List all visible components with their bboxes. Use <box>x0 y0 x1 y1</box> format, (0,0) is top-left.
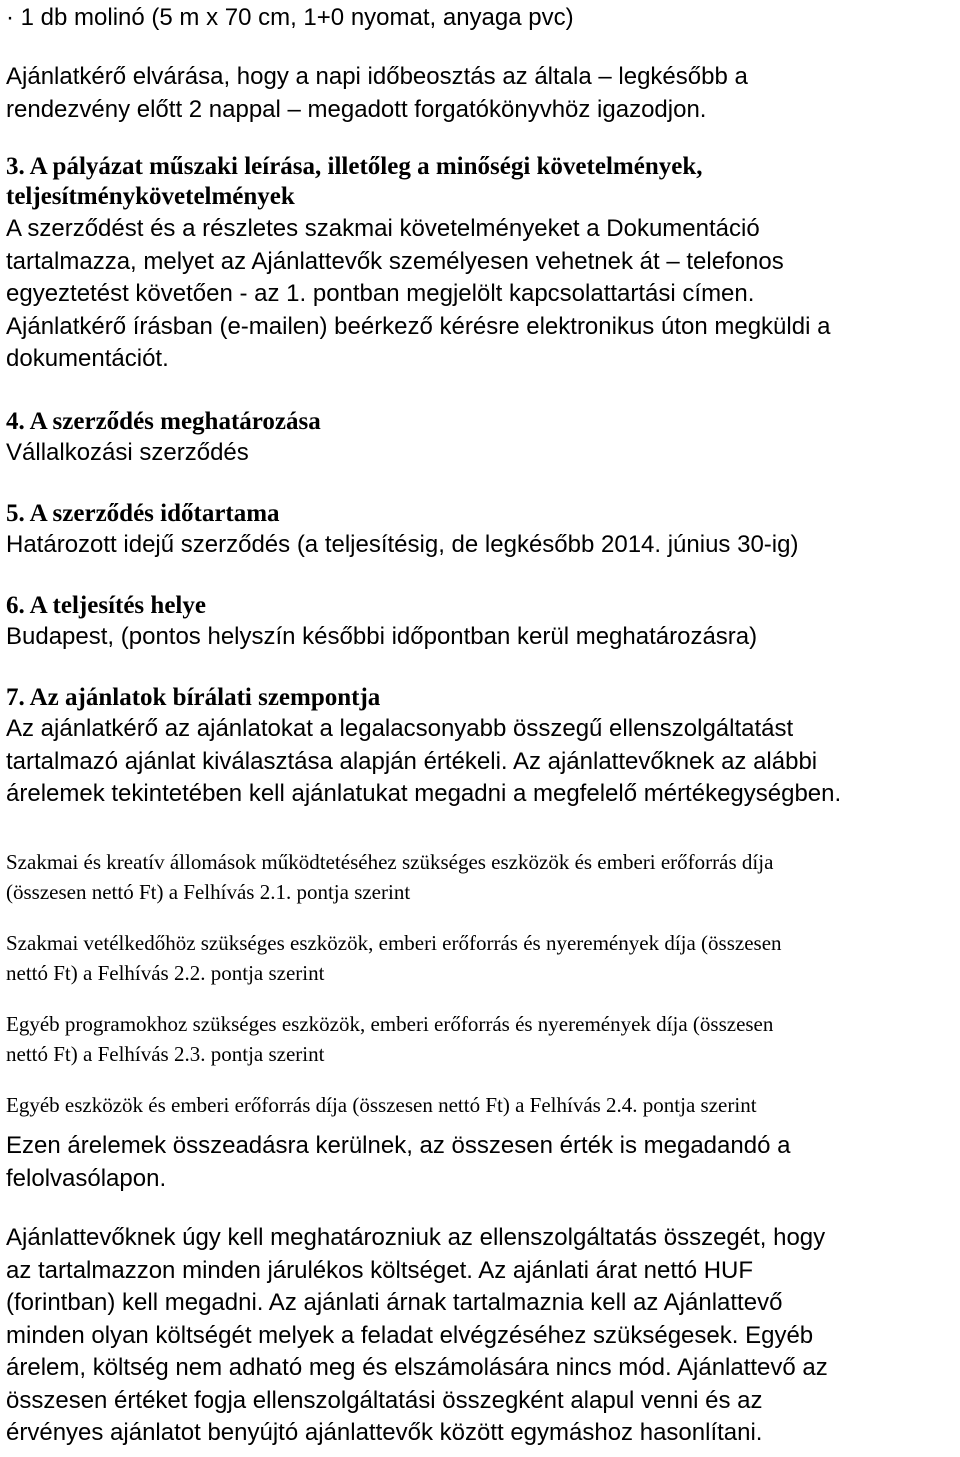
section-5 <box>6 499 960 562</box>
body-line: A szerződést és a részletes szakmai követelményeket a Dokumentáció <box>6 215 760 242</box>
price-element-line: nettó Ft) a Felhívás 2.2. pontja szerint <box>6 961 325 985</box>
body-line: dokumentációt. <box>6 345 169 372</box>
price-element-item <box>6 1009 960 1069</box>
price-element-line: nettó Ft) a Felhívás 2.3. pontja szerint <box>6 1042 325 1066</box>
body-line: árelem, költség nem adható meg és elszámolására nincs mód. Ajánlattevő az <box>6 1354 828 1381</box>
body-line: tartalmazó ajánlat kiválasztása alapján értékeli. Az ajánlattevőknek az alábbi <box>6 747 818 775</box>
body-line: tartalmazza, melyet az Ajánlattevők személyesen vehetnek át – telefonos <box>6 247 784 275</box>
body-line: árelemek tekintetében kell ajánlatukat megadni a megfelelő mértékegységben. <box>6 780 842 807</box>
section-heading-line: 6. A teljesítés helye <box>6 592 206 619</box>
section-4-body <box>6 437 960 470</box>
section-heading-line: teljesítménykövetelmények <box>6 183 295 210</box>
price-element-line: Szakmai vetélkedőhöz szükséges eszközök, emberi erőforrás és nyeremények díja (összesen <box>6 931 782 955</box>
price-element-line: Egyéb eszközök és emberi erőforrás díja (összesen nettó Ft) a Felhívás 2.4. pontja szerint <box>6 1093 757 1117</box>
price-element-item <box>6 1090 960 1120</box>
section-4-heading <box>6 407 960 437</box>
body-line: egyeztetést követően - az 1. pontban megjelölt kapcsolattartási címen. <box>6 280 755 307</box>
section-5-body <box>6 529 960 562</box>
price-element-line: (összesen nettó Ft) a Felhívás 2.1. pontja szerint <box>6 880 411 904</box>
expectation-line: rendezvény előtt 2 nappal – megadott forgatókönyvhöz igazodjon. <box>6 95 707 123</box>
price-element-item <box>6 847 960 907</box>
body-line: Határozott idejű szerződés (a teljesítésig, de legkésőbb 2014. június 30-ig) <box>6 531 799 558</box>
section-heading-line: 3. A pályázat műszaki leírása, illetőleg a minőségi követelmények, <box>6 153 703 180</box>
bullet-line <box>6 2 960 35</box>
section-3-heading <box>6 152 960 212</box>
body-line: (forintban) kell megadni. Az ajánlati árnak tartalmaznia kell az Ajánlattevő <box>6 1289 783 1316</box>
section-heading-line: 4. A szerződés meghatározása <box>6 408 321 435</box>
body-line: minden olyan költségét melyek a feladat elvégzéséhez szükségesek. Egyéb <box>6 1321 814 1349</box>
summation-paragraph <box>6 1130 960 1195</box>
expectation-line: Ajánlatkérő elvárása, hogy a napi időbeosztás az általa – legkésőbb a <box>6 63 748 90</box>
body-line: Ezen árelemek összeadásra kerülnek, az összesen érték is megadandó a <box>6 1132 791 1159</box>
section-6-body <box>6 621 960 654</box>
final-paragraph <box>6 1222 960 1450</box>
section-5-heading <box>6 499 960 529</box>
expectation-paragraph <box>6 61 960 126</box>
section-7 <box>6 683 960 811</box>
section-7-body <box>6 713 960 811</box>
section-4 <box>6 407 960 470</box>
body-line: Ajánlatkérő írásban (e-mailen) beérkező kérésre elektronikus úton megküldi a <box>6 312 831 340</box>
section-6-heading <box>6 591 960 621</box>
price-element-line: Szakmai és kreatív állomások működtetéséhez szükséges eszközök és emberi erőforrás díja <box>6 850 774 874</box>
body-line: Vállalkozási szerződés <box>6 439 249 466</box>
section-3-body <box>6 213 960 376</box>
body-line: Budapest, (pontos helyszín későbbi időpontban kerül meghatározásra) <box>6 623 758 650</box>
section-heading-line: 7. Az ajánlatok bírálati szempontja <box>6 684 381 711</box>
section-7-heading <box>6 683 960 713</box>
section-heading-line: 5. A szerződés időtartama <box>6 500 280 527</box>
body-line: az tartalmazzon minden járulékos költséget. Az ajánlati árat nettó HUF <box>6 1256 754 1284</box>
bullet-line-text: · 1 db molinó (5 m x 70 cm, 1+0 nyomat, anyaga pvc) <box>6 4 574 31</box>
body-line: Az ajánlatkérő az ajánlatokat a legalacsonyabb összegű ellenszolgáltatást <box>6 715 794 742</box>
price-element-line: Egyéb programokhoz szükséges eszközök, emberi erőforrás és nyeremények díja (összesen <box>6 1012 774 1036</box>
body-line: összesen értéket fogja ellenszolgáltatási összegként alapul venni és az <box>6 1386 763 1414</box>
section-6 <box>6 591 960 654</box>
price-element-item <box>6 928 960 988</box>
body-line: Ajánlattevőknek úgy kell meghatározniuk az ellenszolgáltatás összegét, hogy <box>6 1224 826 1251</box>
body-line: felolvasólapon. <box>6 1164 167 1192</box>
body-line: érvényes ajánlatot benyújtó ajánlattevők között egymáshoz hasonlítani. <box>6 1419 763 1446</box>
section-3 <box>6 152 960 376</box>
